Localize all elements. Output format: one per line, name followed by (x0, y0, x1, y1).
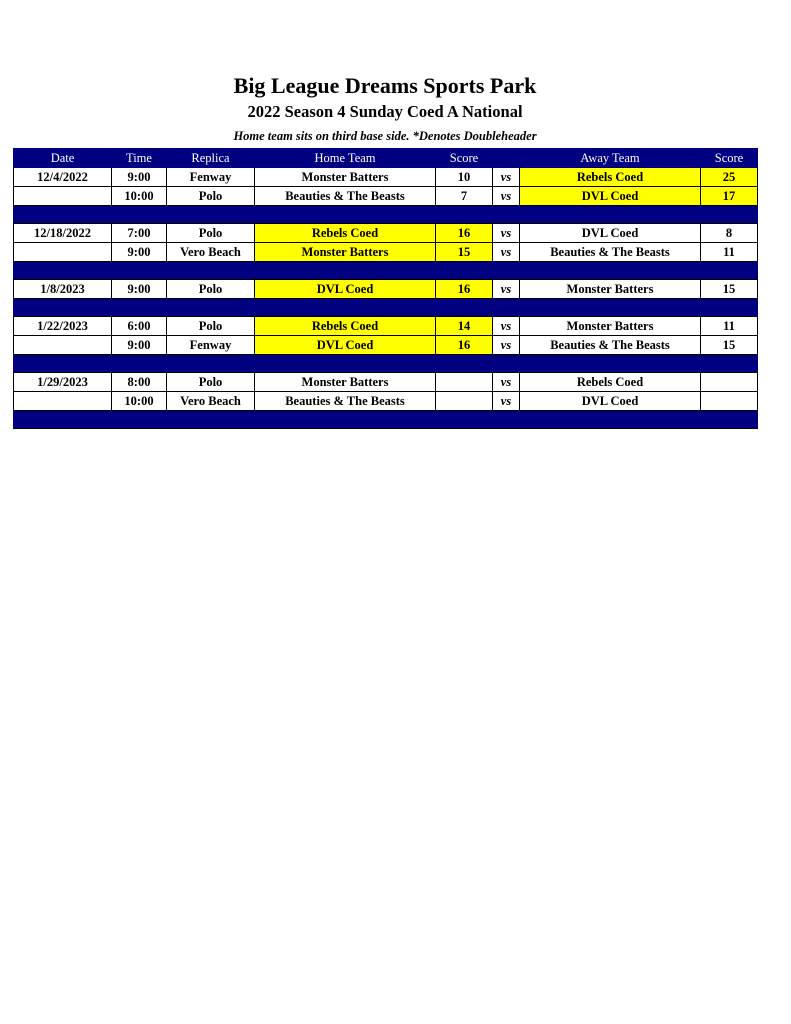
cell-date: 12/18/2022 (14, 224, 112, 243)
cell-date (14, 187, 112, 206)
header-home-team: Home Team (255, 149, 436, 168)
cell-home-score: 16 (436, 336, 493, 355)
header-away-score: Score (701, 149, 758, 168)
page-note: Home team sits on third base side. *Denotes Doubleheader (233, 129, 537, 143)
table-row (14, 224, 758, 243)
cell-away-score (701, 392, 758, 411)
separator-row (14, 299, 758, 317)
table-row (14, 392, 758, 411)
cell-away-team: Beauties & The Beasts (520, 336, 701, 355)
cell-replica: Polo (167, 224, 255, 243)
page-title: Big League Dreams Sports Park (233, 73, 537, 98)
cell-replica: Polo (167, 187, 255, 206)
cell-replica: Polo (167, 373, 255, 392)
cell-away-team: DVL Coed (520, 224, 701, 243)
cell-time: 9:00 (112, 243, 167, 262)
cell-away-team: Rebels Coed (520, 168, 701, 187)
cell-away-score: 15 (701, 336, 758, 355)
cell-away-score: 11 (701, 317, 758, 336)
table-row (14, 373, 758, 392)
cell-home-score: 7 (436, 187, 493, 206)
cell-date: 1/8/2023 (14, 280, 112, 299)
cell-home-score: 10 (436, 168, 493, 187)
cell-date (14, 392, 112, 411)
cell-vs: vs (493, 224, 520, 243)
cell-vs: vs (493, 243, 520, 262)
cell-date: 12/4/2022 (14, 168, 112, 187)
cell-home-score: 15 (436, 243, 493, 262)
cell-away-score (701, 373, 758, 392)
page-header (0, 73, 770, 144)
page-subtitle: 2022 Season 4 Sunday Coed A National (247, 102, 523, 121)
cell-home-score (436, 392, 493, 411)
cell-vs: vs (493, 392, 520, 411)
cell-date: 1/22/2023 (14, 317, 112, 336)
table-row (14, 243, 758, 262)
cell-replica: Fenway (167, 336, 255, 355)
header-vs (493, 149, 520, 168)
cell-home-team: Rebels Coed (255, 224, 436, 243)
cell-time: 7:00 (112, 224, 167, 243)
header-replica: Replica (167, 149, 255, 168)
table-row (14, 336, 758, 355)
cell-home-score: 14 (436, 317, 493, 336)
cell-vs: vs (493, 373, 520, 392)
cell-time: 6:00 (112, 317, 167, 336)
table-row (14, 168, 758, 187)
table-row (14, 187, 758, 206)
cell-time: 10:00 (112, 187, 167, 206)
table-row (14, 317, 758, 336)
cell-vs: vs (493, 317, 520, 336)
cell-date (14, 336, 112, 355)
cell-away-team: DVL Coed (520, 187, 701, 206)
cell-away-score: 8 (701, 224, 758, 243)
cell-date (14, 243, 112, 262)
cell-away-team: Beauties & The Beasts (520, 243, 701, 262)
cell-home-team: Rebels Coed (255, 317, 436, 336)
cell-time: 8:00 (112, 373, 167, 392)
header-date: Date (14, 149, 112, 168)
schedule-table (13, 148, 758, 429)
cell-time: 9:00 (112, 336, 167, 355)
cell-home-team: DVL Coed (255, 280, 436, 299)
cell-replica: Vero Beach (167, 243, 255, 262)
cell-home-team: Monster Batters (255, 373, 436, 392)
cell-replica: Fenway (167, 168, 255, 187)
separator-row (14, 411, 758, 429)
cell-time: 10:00 (112, 392, 167, 411)
cell-home-team: Monster Batters (255, 243, 436, 262)
separator-row (14, 206, 758, 224)
header-home-score: Score (436, 149, 493, 168)
table-row (14, 280, 758, 299)
cell-date: 1/29/2023 (14, 373, 112, 392)
cell-home-score: 16 (436, 280, 493, 299)
cell-away-team: Monster Batters (520, 317, 701, 336)
header-away-team: Away Team (520, 149, 701, 168)
cell-vs: vs (493, 187, 520, 206)
cell-home-team: Monster Batters (255, 168, 436, 187)
cell-away-score: 15 (701, 280, 758, 299)
separator-row (14, 262, 758, 280)
separator-row (14, 355, 758, 373)
cell-away-score: 25 (701, 168, 758, 187)
cell-away-team: Rebels Coed (520, 373, 701, 392)
cell-away-team: DVL Coed (520, 392, 701, 411)
header-row (14, 149, 758, 168)
cell-home-team: Beauties & The Beasts (255, 392, 436, 411)
cell-vs: vs (493, 168, 520, 187)
cell-time: 9:00 (112, 280, 167, 299)
cell-home-score (436, 373, 493, 392)
cell-replica: Polo (167, 280, 255, 299)
cell-replica: Polo (167, 317, 255, 336)
cell-away-team: Monster Batters (520, 280, 701, 299)
cell-vs: vs (493, 280, 520, 299)
cell-replica: Vero Beach (167, 392, 255, 411)
cell-home-team: DVL Coed (255, 336, 436, 355)
cell-away-score: 11 (701, 243, 758, 262)
cell-vs: vs (493, 336, 520, 355)
cell-away-score: 17 (701, 187, 758, 206)
cell-home-team: Beauties & The Beasts (255, 187, 436, 206)
header-time: Time (112, 149, 167, 168)
cell-home-score: 16 (436, 224, 493, 243)
cell-time: 9:00 (112, 168, 167, 187)
